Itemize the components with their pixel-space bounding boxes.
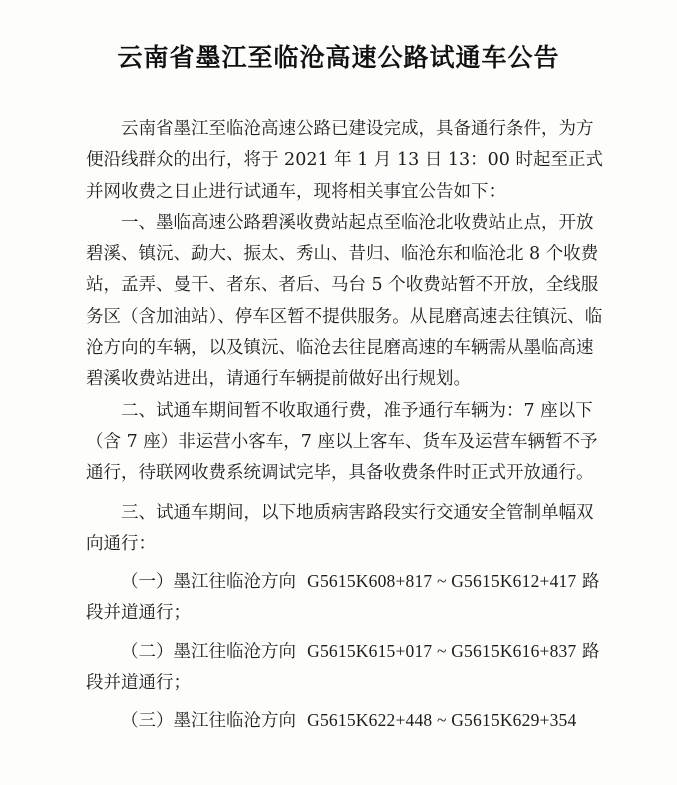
road-section-tail: 路段并道通行； <box>86 572 600 624</box>
document-body <box>86 114 606 738</box>
road-section-label: （一）墨江往临沧方向 <box>121 572 296 593</box>
road-section-2 <box>86 636 606 700</box>
road-section-code: G5615K615+017 ~ G5615K616+837 <box>307 640 577 661</box>
road-section-3 <box>86 705 606 737</box>
road-section-tail: 路段并道通行； <box>86 641 600 694</box>
item-3-paragraph: 三、试通车期间，以下地质病害路段实行交通安全管制单幅双向通行： <box>86 502 594 554</box>
road-section-1 <box>86 566 606 630</box>
item-1-paragraph: 一、墨临高速公路碧溪收费站起点至临沧北收费站止点，开放碧溪、镇沅、勐大、振太、秀山、昔归、临沧东和临沧北 8 个收费站，孟弄、曼干、者东、者后、马台 5 个收费站暂不开放，全线服务区（含加油站）、停车区暂不提供服务。从昆磨高速去往镇沅、临沧方向的车辆，以及镇沅、临沧去往昆磨高速的车辆需从墨临高速碧溪收费站进出，请通行车辆提前做好出行规划。 <box>86 212 603 390</box>
intro-paragraph: 云南省墨江至临沧高速公路已建设完成，具备通行条件，为方便沿线群众的出行，将于 2021 年 1 月 13 日 13：00 时起至正式并网收费之日止进行试通车，现将相关事宜公告如下： <box>86 119 603 202</box>
road-section-code: G5615K622+448 ~ G5615K629+354 <box>307 710 577 731</box>
item-2-paragraph: 二、试通车期间暂不收取通行费，准予通行车辆为：7 座以下（含 7 座）非运营小客车，7 座以上客车、货车及运营车辆暂不予通行，待联网收费系统调试完毕，具备收费条件时正式开放通行。 <box>86 400 598 484</box>
road-section-code: G5615K608+817 ~ G5615K612+417 <box>307 571 577 592</box>
document-title: 云南省墨江至临沧高速公路试通车公告 <box>117 43 560 72</box>
road-section-label: （二）墨江往临沧方向 <box>121 641 296 662</box>
road-section-label: （三）墨江往临沧方向 <box>121 711 296 732</box>
